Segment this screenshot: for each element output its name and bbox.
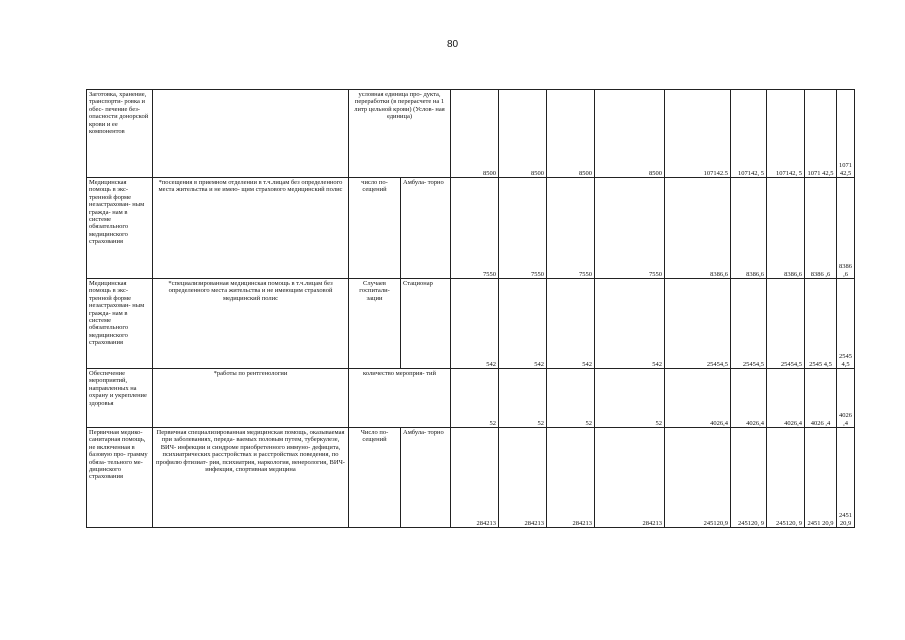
value-cell: 25454,5 bbox=[731, 279, 767, 369]
value-cell: 8500 bbox=[451, 90, 499, 178]
value-cell: 542 bbox=[499, 279, 547, 369]
value-cell: 107142, 5 bbox=[731, 90, 767, 178]
value-cell: 52 bbox=[547, 369, 595, 428]
value-cell: 25454,5 bbox=[665, 279, 731, 369]
service-description-cell: Первичная специализированная медицинская помощь, оказываемая при заболеваниях, переда- ваемых половым путем, туберкулезе, ВИЧ- инфекции и синдроме приобретенного иммуно- дефицита, психиатрических расстройствах и расстройствах поведения, по профилю фтизиат- рия, психиатрия, наркология, венерология, ВИЧ- инфекция, спортивная медицина bbox=[153, 428, 349, 528]
value-cell: 245120,9 bbox=[665, 428, 731, 528]
value-cell: 4026 ,4 bbox=[837, 369, 855, 428]
value-cell: 1071 42,5 bbox=[805, 90, 837, 178]
value-cell: 107142, 5 bbox=[767, 90, 805, 178]
table-row bbox=[87, 428, 855, 528]
table-row bbox=[87, 90, 855, 178]
table-row bbox=[87, 369, 855, 428]
table-row bbox=[87, 279, 855, 369]
condition-cell: Стационар bbox=[401, 279, 451, 369]
value-cell: 25454,5 bbox=[767, 279, 805, 369]
value-cell: 542 bbox=[451, 279, 499, 369]
value-cell: 2545 4,5 bbox=[805, 279, 837, 369]
value-cell: 542 bbox=[547, 279, 595, 369]
service-name-cell: Заготовка, хранение, транспорти- ровка и обес- печение без- опасности донорской крови и ее компонентов bbox=[87, 90, 153, 178]
value-cell: 7550 bbox=[499, 178, 547, 279]
value-cell: 284213 bbox=[499, 428, 547, 528]
value-cell: 8386,6 bbox=[665, 178, 731, 279]
unit-cell: число по- сещений bbox=[349, 178, 401, 279]
value-cell: 2545 4,5 bbox=[837, 279, 855, 369]
value-cell: 8386,6 bbox=[731, 178, 767, 279]
value-cell: 7550 bbox=[547, 178, 595, 279]
value-cell: 4026,4 bbox=[731, 369, 767, 428]
value-cell: 8500 bbox=[499, 90, 547, 178]
unit-cell: условная единица про- дукта, переработки (в перерасчете на 1 литр цельной крови) (Услов- ная единица) bbox=[349, 90, 451, 178]
unit-cell: Число по- сещений bbox=[349, 428, 401, 528]
value-cell: 284213 bbox=[547, 428, 595, 528]
page-number: 80 bbox=[446, 39, 459, 50]
value-cell: 8386,6 bbox=[767, 178, 805, 279]
value-cell: 1071 42,5 bbox=[837, 90, 855, 178]
value-cell: 8386 ,6 bbox=[837, 178, 855, 279]
value-cell: 7550 bbox=[451, 178, 499, 279]
value-cell: 7550 bbox=[595, 178, 665, 279]
value-cell: 2451 20,9 bbox=[837, 428, 855, 528]
value-cell: 4026,4 bbox=[665, 369, 731, 428]
value-cell: 8500 bbox=[595, 90, 665, 178]
value-cell: 542 bbox=[595, 279, 665, 369]
service-name-cell: Медицинская помощь в экс- тренной форме незастрахован- ным гражда- нам в системе обязательного медицинского страхования bbox=[87, 279, 153, 369]
service-name-cell: Обеспечение мероприятий, направленных на охрану и укрепление здоровья bbox=[87, 369, 153, 428]
value-cell: 52 bbox=[451, 369, 499, 428]
value-cell: 52 bbox=[595, 369, 665, 428]
service-description-cell: *посещения в приемном отделении в т.ч.лицам без определенного места жительства и не имею- щим страхового медицинский полис bbox=[153, 178, 349, 279]
service-description-cell bbox=[153, 90, 349, 178]
value-cell: 2451 20,9 bbox=[805, 428, 837, 528]
value-cell: 8500 bbox=[547, 90, 595, 178]
value-cell: 107142.5 bbox=[665, 90, 731, 178]
value-cell: 4026,4 bbox=[767, 369, 805, 428]
value-cell: 284213 bbox=[595, 428, 665, 528]
service-description-cell: *специализированная медицинская помощь в т.ч.лицам без определенного места жительства и не имеющим страховой медицинский полис bbox=[153, 279, 349, 369]
value-cell: 52 bbox=[499, 369, 547, 428]
service-name-cell: Первичная медико- санитарная помощь, не включенная в базовую про- грамму обяза- тельного ме- дицинского страхования bbox=[87, 428, 153, 528]
value-cell: 4026 ,4 bbox=[805, 369, 837, 428]
value-cell: 8386 ,6 bbox=[805, 178, 837, 279]
services-table bbox=[86, 89, 855, 528]
table-row bbox=[87, 178, 855, 279]
value-cell: 284213 bbox=[451, 428, 499, 528]
unit-cell: Случаев госпитали- зации bbox=[349, 279, 401, 369]
condition-cell: Амбула- торно bbox=[401, 428, 451, 528]
service-name-cell: Медицинская помощь в экс- тренной форме незастрахован- ным гражда- нам в системе обязательного медицинского страхования bbox=[87, 178, 153, 279]
service-description-cell: *работы по рентгенологии bbox=[153, 369, 349, 428]
condition-cell: Амбула- торно bbox=[401, 178, 451, 279]
value-cell: 245120, 9 bbox=[731, 428, 767, 528]
value-cell: 245120, 9 bbox=[767, 428, 805, 528]
unit-cell: количество мероприя- тий bbox=[349, 369, 451, 428]
